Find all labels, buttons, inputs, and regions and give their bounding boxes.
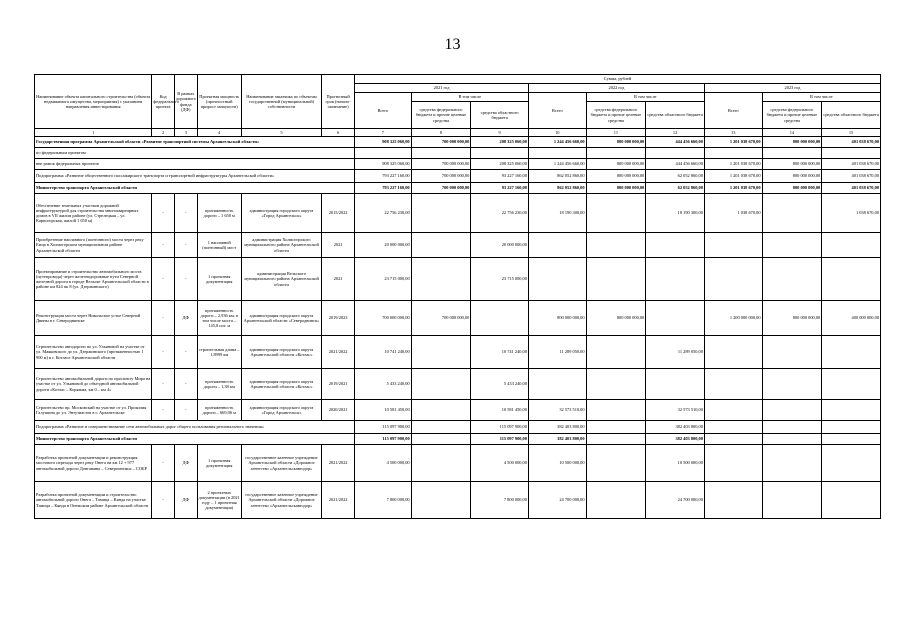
column-number: 11 (586, 129, 646, 137)
header-year-2022: 2022 год (528, 84, 704, 93)
road-fund-flag: - (174, 369, 197, 400)
header-term: Прогнозный срок (начало-окончание) (322, 75, 355, 129)
amount-cell: 800 000 000,00 (586, 137, 646, 148)
term: 2021/2022 (322, 336, 355, 369)
amount-cell: 22 756 230,00 (355, 194, 412, 233)
column-number: 13 (704, 129, 762, 137)
amount-cell (528, 148, 586, 159)
amount-cell: 1 201 038 670,00 (704, 170, 762, 183)
amount-cell (822, 482, 881, 519)
header-total-2021: Всего (355, 93, 412, 129)
amount-cell (704, 369, 762, 400)
customer: государственное казенное учреждение Архангельской области «Дорожное агентство «Архангельскавтодор» (241, 445, 321, 482)
object-row (35, 233, 881, 258)
capacity: 1 проектная документация (197, 258, 241, 301)
object-name: Проектирование и строительство автомобильного моста (путепровода) через железнодорожные пути Северной железной дороги в городе Вельске Архангельской области в районе км 824 пк 8 (ул. Дзержинского) (35, 258, 152, 301)
amount-cell (411, 482, 471, 519)
amount-cell (762, 258, 822, 301)
object-row (35, 482, 881, 519)
column-number: 8 (411, 129, 471, 137)
amount-cell: 382 403 800,00 (528, 434, 586, 445)
summary-row (35, 434, 881, 445)
amount-cell (704, 258, 762, 301)
header-row-1 (35, 75, 881, 84)
amount-cell: 22 756 230,00 (471, 194, 529, 233)
object-name: Строительство пр. Московский на участке от ул. Прокопия Галушина до ул. Энтузиастов в г. Архангельске (35, 400, 152, 421)
term: 2015/2022 (322, 194, 355, 233)
project-code: - (152, 233, 175, 258)
summary-row (35, 137, 881, 148)
page-number: 13 (444, 36, 461, 53)
amount-cell: 10 500 000,00 (646, 445, 705, 482)
amount-cell (822, 336, 881, 369)
amount-cell: 18 190 300,00 (528, 194, 586, 233)
amount-cell (411, 194, 471, 233)
amount-cell: 401 038 670,00 (822, 159, 881, 170)
amount-cell: 800 000 000,00 (586, 301, 646, 336)
amount-cell: 1 201 038 670,00 (704, 137, 762, 148)
row-title: Министерство транспорта Архангельской области (35, 183, 355, 194)
amount-cell: 93 227 160,00 (471, 170, 529, 183)
amount-cell (411, 434, 471, 445)
header-fed-2022: средства федерального бюджета и прочие целевые средства (586, 102, 646, 129)
amount-cell: 10 741 240,00 (471, 336, 529, 369)
amount-cell: 800 000 000,00 (586, 159, 646, 170)
road-fund-flag: - (174, 336, 197, 369)
header-year-2023: 2023 год (704, 84, 880, 93)
amount-cell (822, 233, 881, 258)
amount-cell: 444 456 660,00 (646, 159, 705, 170)
amount-cell: 700 000 000,00 (411, 159, 471, 170)
amount-cell: 10 581 450,00 (471, 400, 529, 421)
project-code: - (152, 258, 175, 301)
header-road-fund: В рамках дорожного фонда (ДФ) (174, 75, 197, 129)
object-row (35, 336, 881, 369)
amount-cell: 115 097 900,00 (471, 434, 529, 445)
row-title: по федеральным проектам (35, 148, 355, 159)
amount-cell: 382 403 800,00 (646, 434, 705, 445)
amount-cell: 24 700 000,00 (528, 482, 586, 519)
amount-cell (586, 148, 646, 159)
amount-cell (704, 400, 762, 421)
amount-cell (471, 148, 529, 159)
amount-cell: 1 244 456 660,00 (528, 159, 586, 170)
amount-cell (471, 301, 529, 336)
object-row (35, 445, 881, 482)
header-total-2023: Всего (704, 93, 762, 129)
amount-cell (411, 400, 471, 421)
column-number: 7 (355, 129, 412, 137)
amount-cell: 23 715 000,00 (471, 258, 529, 301)
amount-cell: 800 000 000,00 (762, 301, 822, 336)
amount-cell: 700 000 000,00 (411, 301, 471, 336)
amount-cell (822, 445, 881, 482)
amount-cell (586, 400, 646, 421)
road-fund-flag: - (174, 233, 197, 258)
term: 2021 (322, 233, 355, 258)
header-fed-2021: средства федерального бюджета и прочие целевые средства (411, 102, 471, 129)
amount-cell (411, 258, 471, 301)
amount-cell: 4 500 000,00 (355, 445, 412, 482)
amount-cell (586, 369, 646, 400)
amount-cell (646, 258, 705, 301)
amount-cell (762, 421, 822, 434)
header-incl-2022: В том числе (586, 93, 704, 102)
amount-cell (822, 258, 881, 301)
amount-cell: 24 700 000,00 (646, 482, 705, 519)
amount-cell: 4 500 000,00 (471, 445, 529, 482)
project-code: - (152, 301, 175, 336)
customer: государственное казенное учреждение Архангельской области «Дорожное агентство «Архангельскавтодор» (241, 482, 321, 519)
amount-cell: 800 000 000,00 (586, 170, 646, 183)
amount-cell: 62 052 860,00 (646, 183, 705, 194)
amount-cell (822, 400, 881, 421)
column-number: 9 (471, 129, 529, 137)
amount-cell (411, 148, 471, 159)
project-code: - (152, 369, 175, 400)
amount-cell (528, 258, 586, 301)
object-row (35, 301, 881, 336)
amount-cell: 800 000 000,00 (762, 170, 822, 183)
amount-cell (646, 233, 705, 258)
column-number: 5 (241, 129, 321, 137)
amount-cell: 62 052 860,00 (646, 170, 705, 183)
amount-cell: 1 038 670,00 (822, 194, 881, 233)
amount-cell: 382 403 800,00 (646, 421, 705, 434)
amount-cell: 7 800 000,00 (471, 482, 529, 519)
amount-cell: 1 038 670,00 (704, 194, 762, 233)
header-incl-2023: В том числе (762, 93, 880, 102)
road-fund-flag: ДФ (174, 482, 197, 519)
object-row (35, 400, 881, 421)
amount-cell: 400 000 000,00 (822, 301, 881, 336)
amount-cell: 7 800 000,00 (355, 482, 412, 519)
amount-cell (762, 400, 822, 421)
amount-cell: 115 097 900,00 (355, 434, 412, 445)
amount-cell: 793 227 160,00 (355, 170, 412, 183)
amount-cell: 115 097 900,00 (355, 421, 412, 434)
amount-cell: 862 052 860,00 (528, 183, 586, 194)
amount-cell: 908 325 060,00 (355, 159, 412, 170)
customer: администрация городского округа Архангельской области «Северодвинск» (241, 301, 321, 336)
term: 2019/2021 (322, 369, 355, 400)
amount-cell (762, 482, 822, 519)
amount-cell (586, 194, 646, 233)
customer: администрация Холмогорского муниципального района Архангельской области (241, 233, 321, 258)
road-fund-flag: ДФ (174, 301, 197, 336)
object-name: Приобретение наплавного (понтонного) моста через реку Емца в Холмогорском муниципальном районе Архангельской области (35, 233, 152, 258)
object-name: Реконструкция моста через Никольское устье Северной Двины в г. Северодвинске (35, 301, 152, 336)
amount-cell: 444 456 660,00 (646, 137, 705, 148)
amount-cell (762, 434, 822, 445)
term: 2021 (322, 258, 355, 301)
customer: администрация Вельского муниципального района Архангельской области (241, 258, 321, 301)
amount-cell (704, 421, 762, 434)
row-title: Подпрограмма «Развитие и совершенствование сети автомобильных дорог общего пользования регионального значения» (35, 421, 355, 434)
amount-cell: 115 097 900,00 (471, 421, 529, 434)
object-row (35, 369, 881, 400)
amount-cell: 5 433 240,00 (471, 369, 529, 400)
summary-row (35, 170, 881, 183)
header-reg-2023: средства областного бюджета (822, 102, 881, 129)
summary-row (35, 148, 881, 159)
amount-cell: 93 227 160,00 (471, 183, 529, 194)
header-reg-2021: средства областного бюджета (471, 102, 529, 129)
amount-cell: 401 038 670,00 (822, 183, 881, 194)
road-fund-flag: - (174, 194, 197, 233)
column-number: 6 (322, 129, 355, 137)
header-object-name: Наименование объекта капитального строительства (объекта недвижимого имущества, мероприятия) с указанием направления инвестирования (35, 75, 152, 129)
object-name: Разработка проектной документации и строительство автомобильной дороги Онега – Тамица – Кянда на участке Тамица – Кянда в Онежском районе Архангельской области (35, 482, 152, 519)
header-sum: Сумма, рублей (355, 75, 881, 84)
amount-cell (762, 148, 822, 159)
amount-cell: 5 433 240,00 (355, 369, 412, 400)
road-fund-flag: ДФ (174, 445, 197, 482)
amount-cell: 18 190 300,00 (646, 194, 705, 233)
header-reg-2022: средства областного бюджета (646, 102, 705, 129)
column-number: 2 (152, 129, 175, 137)
amount-cell: 1 244 456 660,00 (528, 137, 586, 148)
amount-cell: 11 289 050,00 (646, 336, 705, 369)
amount-cell: 32 573 510,00 (646, 400, 705, 421)
term: 2019/2023 (322, 301, 355, 336)
header-year-2021: 2021 год (355, 84, 529, 93)
object-name: Разработка проектной документации и реконструкция мостового перехода через реку Онега на км 12 + 977 автомобильной дороги Донгаваны – Североонежск – СОБР (35, 445, 152, 482)
amount-cell (586, 258, 646, 301)
capacity: протяженность дороги – 2,936 км, в том числе моста – 145,8 пог. м (197, 301, 241, 336)
amount-cell (646, 369, 705, 400)
amount-cell: 800 000 000,00 (762, 183, 822, 194)
header-incl-2021: В том числе (411, 93, 528, 102)
amount-cell (586, 421, 646, 434)
road-fund-flag: - (174, 400, 197, 421)
amount-cell (822, 148, 881, 159)
object-name: Строительство автодороги по ул. Ульяновой на участке от ул. Маяковского до ул. Дзержинского (протяженностью 1 900 м) в г. Котласе Архангельской области (35, 336, 152, 369)
amount-cell (586, 233, 646, 258)
column-number: 3 (174, 129, 197, 137)
amount-cell (704, 482, 762, 519)
amount-cell (646, 301, 705, 336)
amount-cell: 401 038 670,00 (822, 137, 881, 148)
amount-cell: 800 000 000,00 (762, 159, 822, 170)
capacity: протяженность дороги – 669,06 м (197, 400, 241, 421)
summary-row (35, 183, 881, 194)
amount-cell (762, 194, 822, 233)
amount-cell: 401 038 670,00 (822, 170, 881, 183)
summary-row (35, 159, 881, 170)
capacity: 1 наплавной (понтонный) мост (197, 233, 241, 258)
summary-row (35, 421, 881, 434)
capacity: 2 проектных документации (в 2021 году – 1 проектная документация) (197, 482, 241, 519)
column-number: 14 (762, 129, 822, 137)
header-fed-2023: средства федерального бюджета и прочие целевые средства (762, 102, 822, 129)
amount-cell: 208 325 060,00 (471, 137, 529, 148)
amount-cell: 32 573 510,00 (528, 400, 586, 421)
amount-cell: 700 000 000,00 (355, 301, 412, 336)
column-number: 4 (197, 129, 241, 137)
road-fund-flag: - (174, 258, 197, 301)
row-title: Министерство транспорта Архангельской области (35, 434, 355, 445)
amount-cell: 20 000 000,00 (355, 233, 412, 258)
capacity: протяженность дороги – 1 650 м (197, 194, 241, 233)
amount-cell (586, 336, 646, 369)
amount-cell: 1 200 000 000,00 (704, 301, 762, 336)
amount-cell (586, 482, 646, 519)
column-number-row (35, 129, 881, 137)
column-number: 12 (646, 129, 705, 137)
amount-cell: 11 289 050,00 (528, 336, 586, 369)
amount-cell (411, 369, 471, 400)
amount-cell (704, 434, 762, 445)
amount-cell: 862 052 860,00 (528, 170, 586, 183)
amount-cell (586, 434, 646, 445)
amount-cell: 800 000 000,00 (586, 183, 646, 194)
term: 2021/2022 (322, 445, 355, 482)
project-code: - (152, 194, 175, 233)
object-name: Обеспечение земельных участков дорожной инфраструктурой для строительства многоквартирных домов в VII жилом районе (ул. Стрелецкая – ул. Карпогорская, жилой 1 650 м) (35, 194, 152, 233)
amount-cell: 208 325 060,00 (471, 159, 529, 170)
column-number: 1 (35, 129, 152, 137)
row-title: Государственная программа Архангельской области «Развитие транспортной системы Архангельской области» (35, 137, 355, 148)
amount-cell (704, 336, 762, 369)
term: 2021/2022 (322, 482, 355, 519)
column-number: 15 (822, 129, 881, 137)
row-title: вне рамок федеральных проектов (35, 159, 355, 170)
amount-cell (762, 336, 822, 369)
amount-cell: 908 325 060,00 (355, 137, 412, 148)
amount-cell (411, 233, 471, 258)
amount-cell (704, 233, 762, 258)
amount-cell (528, 233, 586, 258)
investment-table (34, 74, 881, 519)
amount-cell (646, 148, 705, 159)
amount-cell: 10 741 240,00 (355, 336, 412, 369)
header-total-2022: Всего (528, 93, 586, 129)
amount-cell: 700 000 000,00 (411, 183, 471, 194)
amount-cell (704, 148, 762, 159)
project-code: - (152, 445, 175, 482)
amount-cell: 23 715 000,00 (355, 258, 412, 301)
amount-cell (411, 445, 471, 482)
object-row (35, 194, 881, 233)
amount-cell: 700 000 000,00 (411, 170, 471, 183)
amount-cell: 10 500 000,00 (528, 445, 586, 482)
capacity: 1 проектная документация (197, 445, 241, 482)
amount-cell (411, 336, 471, 369)
amount-cell: 20 000 000,00 (471, 233, 529, 258)
amount-cell (704, 445, 762, 482)
amount-cell: 800 000 000,00 (528, 301, 586, 336)
amount-cell: 793 227 160,00 (355, 183, 412, 194)
amount-cell (822, 369, 881, 400)
amount-cell: 1 201 038 670,00 (704, 159, 762, 170)
capacity: строительная длина – 1,8999 км (197, 336, 241, 369)
amount-cell: 1 201 038 670,00 (704, 183, 762, 194)
project-code: - (152, 336, 175, 369)
term: 2020/2021 (322, 400, 355, 421)
amount-cell (411, 421, 471, 434)
project-code: - (152, 482, 175, 519)
amount-cell (762, 369, 822, 400)
project-code: - (152, 400, 175, 421)
customer: администрация городского округа Архангельской области «Котлас» (241, 369, 321, 400)
amount-cell: 700 000 000,00 (411, 137, 471, 148)
amount-cell (762, 233, 822, 258)
amount-cell (822, 421, 881, 434)
customer: администрация городского округа «Город Архангельск» (241, 194, 321, 233)
amount-cell (762, 445, 822, 482)
customer: администрация городского округа «Город Архангельск» (241, 400, 321, 421)
header-project-code: Код федерального проекта (152, 75, 175, 129)
column-number: 10 (528, 129, 586, 137)
row-title: Подпрограмма «Развитие общественного пассажирского транспорта и транспортной инфраструктуры Архангельской области» (35, 170, 355, 183)
amount-cell: 800 000 000,00 (762, 137, 822, 148)
object-row (35, 258, 881, 301)
amount-cell (822, 434, 881, 445)
amount-cell: 10 581 450,00 (355, 400, 412, 421)
amount-cell: 382 403 800,00 (528, 421, 586, 434)
capacity: протяженность дороги – 1,38 км (197, 369, 241, 400)
amount-cell (528, 369, 586, 400)
amount-cell (355, 148, 412, 159)
header-capacity: Проектная мощность (прочностный прирост мощности) (197, 75, 241, 129)
amount-cell (586, 445, 646, 482)
object-name: Строительство автомобильной дороги по проспекту Мира на участке от ул. Ульяновой до объездной автомобильной дороги «Котлас – Коряжма, км 0 – км 4» (35, 369, 152, 400)
customer: администрация городского округа Архангельской области «Котлас» (241, 336, 321, 369)
header-customer: Наименование заказчика по объектам государственной (муниципальной) собственности (241, 75, 321, 129)
